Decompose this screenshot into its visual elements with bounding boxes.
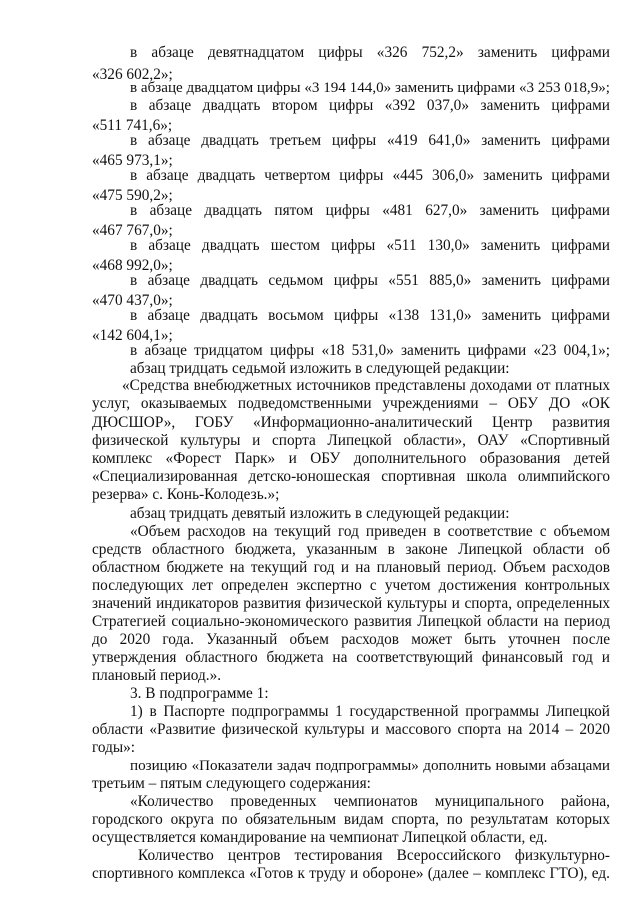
text-line: Стратегией социально-экономического развития Липецкой области на период	[92, 613, 610, 630]
text-line: областном бюджете на текущий год и на плановый период. Объем расходов	[92, 559, 610, 576]
text-line: спортивного комплекса «Готов к труду и обороне» (далее – комплекс ГТО), ед.	[92, 865, 610, 882]
text-line: осуществляется командирование на чемпионат Липецкой области, ед.	[92, 829, 548, 846]
text-line: Количество центров тестирования Всероссийского физкультурно-	[138, 847, 610, 864]
text-line: абзац тридцать седьмой изложить в следующей редакции:	[130, 360, 510, 377]
text-line: в абзаце двадцать восьмом цифры «138 131,0» заменить цифрами	[130, 307, 610, 324]
text-line: «326 602,2»;	[92, 66, 173, 83]
text-line: «511 741,6»;	[92, 117, 173, 134]
text-line: значений индикаторов развития физической культуры и спорта, определенных	[92, 595, 610, 612]
text-line: утверждения областного бюджета на соответствующий финансовый год и	[92, 649, 610, 666]
text-line: годы»:	[92, 739, 136, 756]
text-line: «475 590,2»;	[92, 187, 173, 204]
text-line: услуг, оказываемых подведомственными учреждениями – ОБУ ДО «ОК	[92, 395, 610, 412]
text-line: «468 992,0»;	[92, 257, 173, 274]
text-line: «Средства внебюджетных источников представлены доходами от платных	[122, 377, 610, 394]
text-line: области «Развитие физической культуры и массового спорта на 2014 – 2020	[92, 721, 610, 738]
text-line: последующих лет определен экспертно с учетом достижения контрольных	[92, 577, 610, 594]
text-line: комплекс «Форест Парк» и ОБУ дополнительного образования детей	[92, 450, 610, 467]
text-line: плановый период.».	[92, 667, 222, 684]
text-line: в абзаце двадцать пятом цифры «481 627,0» заменить цифрами	[130, 202, 610, 219]
text-line: в абзаце двадцать шестом цифры «511 130,0» заменить цифрами	[130, 237, 610, 254]
text-line: «470 437,0»;	[92, 292, 173, 309]
text-line: городского округа по обязательным видам спорта, по результатам которых	[92, 811, 610, 828]
text-line: «465 973,1»;	[92, 152, 173, 169]
text-line: в абзаце девятнадцатом цифры «326 752,2» заменить цифрами	[130, 44, 610, 61]
text-line: в абзаце тридцатом цифры «18 531,0» заменить цифрами «23 004,1»;	[130, 342, 610, 359]
text-line: «142 604,1»;	[92, 327, 173, 344]
text-line: «467 767,0»;	[92, 222, 173, 239]
text-line: ДЮСШОР», ГОБУ «Информационно-аналитический Центр развития	[92, 414, 610, 431]
text-line: до 2020 года. Указанный объем расходов может быть уточнен после	[92, 631, 610, 648]
text-line: 3. В подпрограмме 1:	[130, 685, 269, 702]
text-line: позицию «Показатели задач подпрограммы» дополнить новыми абзацами	[130, 758, 610, 774]
text-line: в абзаце двадцать четвертом цифры «445 306,0» заменить цифрами	[130, 167, 610, 184]
text-line: третьим – пятым следующего содержания:	[92, 775, 371, 792]
text-line: средств областного бюджета, указанным в законе Липецкой области об	[92, 541, 610, 558]
text-line: 1) в Паспорте подпрограммы 1 государственной программы Липецкой	[130, 703, 610, 720]
text-line: в абзаце двадцать втором цифры «392 037,0» заменить цифрами	[130, 97, 610, 114]
text-line: абзац тридцать девятый изложить в следующей редакции:	[130, 505, 510, 522]
text-line: физической культуры и спорта Липецкой области», ОАУ «Спортивный	[92, 432, 610, 449]
text-line: резерва» с. Конь-Колодезь.»;	[92, 486, 280, 503]
text-line: «Количество проведенных чемпионатов муниципального района,	[130, 793, 610, 810]
text-line: в абзаце двадцать третьем цифры «419 641,0» заменить цифрами	[130, 132, 610, 149]
text-line: в абзаце двадцать седьмом цифры «551 885,0» заменить цифрами	[130, 272, 610, 289]
text-line: в абзаце двадцатом цифры «3 194 144,0» заменить цифрами «3 253 018,9»;	[130, 80, 610, 96]
text-line: «Специализированная детско-юношеская спортивная школа олимпийского	[92, 468, 610, 485]
text-line: «Объем расходов на текущий год приведен в соответствие с объемом	[130, 523, 610, 540]
